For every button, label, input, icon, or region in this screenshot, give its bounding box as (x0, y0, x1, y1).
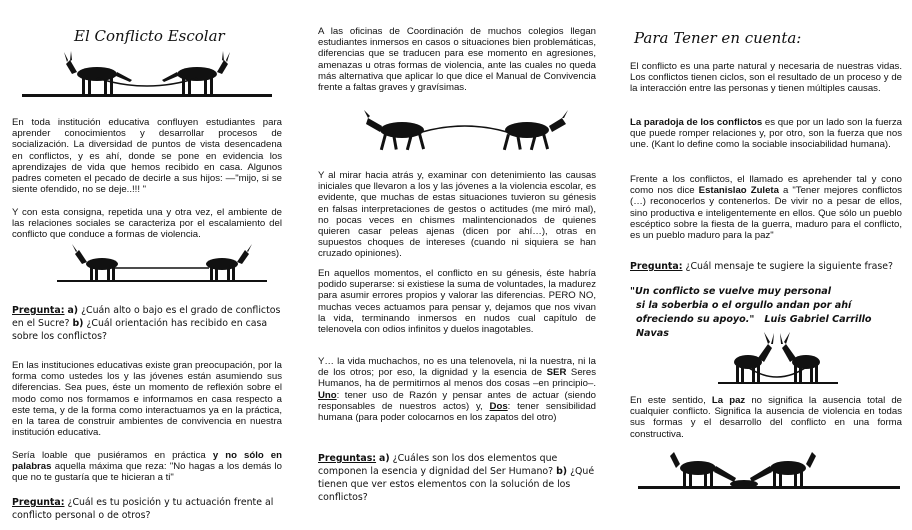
question-letter-b: b) (72, 318, 84, 329)
question-letter-a: a) (379, 453, 390, 464)
column-middle (318, 0, 596, 530)
dos-bold: Dos (489, 400, 508, 412)
telenovela-text-d: : tener sensibilidad humana (para poder colocarnos en los zapatos del otro) (318, 400, 596, 424)
title-para-tener-en-cuenta: Para Tener en cuenta: (634, 29, 802, 47)
preocupacion-paragraph: En las instituciones educativas existe gran preocupación, por la forma como ustedes los y las jóvenes están asumiendo sus diferencias. Sea pues, éste un momento de reflexión sobre el modo como nos formamos e informamos en casa respecto a este tema, y de la forma como interactuamos ya en la práctica, en la tarea de construir ambientes de convivencia en nuestra institución educativa. (12, 360, 282, 439)
question-text-a: ¿Cuán alto o bajo es el grado de conflictos en el Sucre? (12, 305, 281, 329)
question-text-a: ¿Cuáles son los dos elementos que componen la esencia y dignidad del Ser Humano? (318, 453, 558, 477)
column-right (630, 0, 902, 530)
telenovela-text-c: : tener uso de Razón y pensar antes de actuar (siendo responsables de nuestros actos) y, (318, 389, 596, 412)
zuleta-text-a: Frente a los conflictos, el llamado es aprehender tal y cono como nos dice (630, 174, 902, 197)
donkeys-eating-illustration (638, 444, 900, 492)
question-label: Pregunta: (12, 305, 65, 316)
zuleta-paragraph (630, 174, 902, 241)
quote-author: Luis Gabriel Carrillo Navas (636, 314, 872, 339)
mirar-atras-paragraph: Y al mirar hacia atrás y, examinar con detenimiento las causas iniciales que llevaron a los y las jóvenes a la violencia escolar, es evidente, que muchas de estas situaciones tuvieron su génesis en falsas interpretaciones de gestos o actitudes (me miró mal), no pocas veces en chismes malintencionados de quienes quieren casar peleas ajenas (dicen por ahí…), otras en supuestos choques de intereses (cuando ni siquiera se han cruzado opiniones). (318, 170, 596, 260)
momentos-paragraph: En aquellos momentos, el conflicto en su génesis, éste habría podido superarse: si existiese la suma de voluntades, la madurez para asumir errores propios y valorar las diferencias. PERO NO, muchas veces actuamos para pensar y, dejamos que nos vivan la vida, terminando inmersos en nudos cual capítulo de telenovela con odios infinitos y duelos inagotables. (318, 268, 596, 336)
question-1 (12, 304, 282, 343)
paradoja-bold: La paradoja de los conflictos (630, 117, 763, 128)
zuleta-text-b: a "Tener mejores conflictos (…) reconocerlos y contenerlos. De vivir no a pesar de ellos, sino productiva e inteligentemente en ellos. Que sólo un pueblo escéptico sobre la fiesta de la guerra, maduro para el conflicto, es un pueblo maduro para la paz" (630, 185, 902, 242)
intro-paragraph: En toda institución educativa confluyen estudiantes para aprender conocimientos y desarrollar procesos de socialización. La diversidad de puntos de vista desencadena en conflictos, y es ahí, donde se pone en evidencia los aprendizajes de vida que hemos recibido en casa. Algunos padres cometen el pecado de decirle a sus hijos: —"mijo, si se siente ofendido, no se deje..!!! " (12, 117, 282, 196)
telenovela-text-a: Y… la vida muchachos, no es una telenovela, ni la nuestra, ni la de los otros; por eso, la dignidad y la esencia de (318, 356, 596, 379)
quote-line-3-text: ofreciendo su apoyo." (636, 314, 755, 325)
maxima-bold: y no sólo en palabras (12, 450, 282, 473)
question-text-b: ¿Qué tienen que ver estos elementos con la solución de los conflictos? (318, 466, 595, 503)
question-4 (630, 260, 902, 273)
donkeys-together-illustration (718, 330, 838, 388)
maxima-text-a: Sería loable que pusiéramos en práctica (12, 450, 213, 461)
telenovela-paragraph (318, 356, 596, 423)
donkeys-pulling-illustration-1 (22, 50, 272, 102)
uno-bold: Uno (318, 389, 337, 401)
la-paz-text-a: En este sentido, (630, 395, 712, 406)
la-paz-bold: La paz (711, 395, 746, 406)
question-letter-b: b) (556, 466, 568, 477)
quote-line-1: "Un conflicto se vuelve muy personal (630, 286, 832, 297)
quote-line-2: si la soberbia o el orgullo andan por ahí (636, 300, 852, 311)
question-letter-a: a) (67, 305, 79, 316)
paradoja-text: es que por un lado son la fuerza que puede romper relaciones y, por otro, son la fuerza que nos une. (Kant lo define como la sociable insociabilidad humana). (630, 117, 902, 151)
question-3 (318, 452, 596, 504)
donkeys-pulling-illustration-2 (57, 244, 267, 286)
la-paz-text-b: no significa la ausencia total de cualquier conflicto. Significa la ausencia de violencia en todas sus formas y el desarrollo del conflicto en una forma constructiva. (630, 395, 902, 440)
maxima-paragraph (12, 450, 282, 484)
consigna-paragraph: Y con esta consigna, repetida una y otra vez, el ambiente de las relaciones sociales se caracteriza por el escalamiento del conflicto que conduce a formas de violencia. (12, 207, 282, 241)
question-label: Preguntas: (318, 453, 377, 464)
column-left (12, 0, 282, 530)
question-text: ¿Cuál es tu posición y tu actuación frente al conflicto personal o de otros? (12, 497, 274, 521)
title-el-conflicto-escolar: El Conflicto Escolar (74, 27, 225, 45)
coordinacion-paragraph: A las oficinas de Coordinación de muchos colegios llegan estudiantes inmersos en casos o situaciones bien problemáticas, diferencias que se traducen para ese momento en agresiones, amenazas u otras formas de violencia, ante las cuales no queda más alternativa que aplicar lo que dice el Manual de Convivencia frente a faltas graves y gravísimas. (318, 26, 596, 94)
la-paz-paragraph (630, 395, 902, 440)
ser-bold: SER (546, 367, 567, 379)
question-2 (12, 496, 282, 522)
question-text-b: ¿Cuál orientación has recibido en casa sobre los conflictos? (12, 318, 268, 342)
question-label: Pregunta: (630, 261, 683, 272)
conflicto-natural-paragraph: El conflicto es una parte natural y necesaria de nuestras vidas. Los conflictos tienen ciclos, son el resultado de un proceso y de la interacción entre las personas y tienen múltiples causas. (630, 61, 902, 95)
donkeys-tug-illustration (362, 110, 572, 155)
zuleta-name-bold: Estanislao Zuleta (698, 185, 779, 197)
question-text: ¿Cuál mensaje te sugiere la siguiente frase? (682, 261, 894, 272)
telenovela-text-b: Seres Humanos, ha de permitirnos al menos dos cosas –en principio–. (318, 367, 596, 390)
paradoja-paragraph (630, 117, 902, 151)
question-label: Pregunta: (12, 497, 65, 508)
maxima-text-c: aquella máxima que reza: "No hagas a los demás lo que no te gustaría que te hicieran a ti" (12, 461, 282, 484)
